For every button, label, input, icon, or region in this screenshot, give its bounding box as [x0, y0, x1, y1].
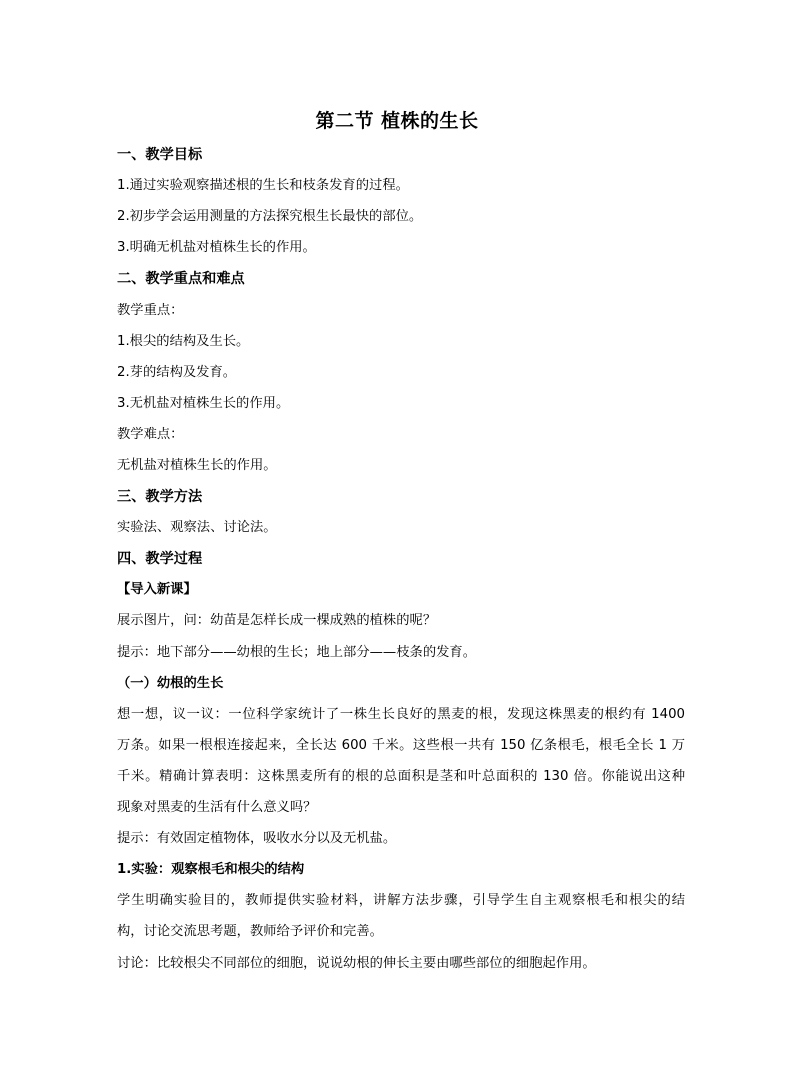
paragraph-line: 万条。如果一根根连接起来，全长达 600 千米。这些根一共有 150 亿条根毛，根毛全长 1 万	[117, 738, 685, 753]
paragraph-line: 构，讨论交流思考题，教师给予评价和完善。	[117, 924, 383, 939]
paragraph-line: 2.芽的结构及发育。	[117, 365, 237, 380]
paragraph-line: 提示：地下部分——幼根的生长；地上部分——枝条的发育。	[117, 645, 477, 660]
paragraph-line: 1.通过实验观察描述根的生长和枝条发育的过程。	[117, 178, 409, 193]
subsection-heading: 1.实验：观察根毛和根尖的结构	[117, 862, 305, 877]
paragraph-line: 3.无机盐对植株生长的作用。	[117, 396, 290, 411]
section-heading: 四、教学过程	[117, 551, 203, 567]
section-heading: 一、教学目标	[117, 147, 203, 163]
paragraph-line: 教学难点：	[117, 427, 184, 442]
section-heading: 三、教学方法	[117, 489, 203, 505]
paragraph-line: 学生明确实验目的，教师提供实验材料，讲解方法步骤，引导学生自主观察根毛和根尖的结	[117, 893, 685, 908]
section-heading: 二、教学重点和难点	[117, 271, 245, 287]
paragraph-line: 无机盐对植株生长的作用。	[117, 458, 277, 473]
paragraph-line: 展示图片，问：幼苗是怎样长成一棵成熟的植株的呢？	[117, 613, 437, 628]
paragraph-line: 3.明确无机盐对植株生长的作用。	[117, 240, 316, 255]
paragraph-line: 千米。精确计算表明：这株黑麦所有的根的总面积是茎和叶总面积的 130 倍。你能说出这种	[117, 769, 685, 784]
paragraph-line: 提示：有效固定植物体，吸收水分以及无机盐。	[117, 831, 397, 846]
document-title: 第二节 植株的生长	[315, 110, 479, 132]
paragraph-line: 2.初步学会运用测量的方法探究根生长最快的部位。	[117, 209, 423, 224]
paragraph-line: 想一想，议一议：一位科学家统计了一株生长良好的黑麦的根，发现这株黑麦的根约有 1400	[117, 707, 685, 722]
paragraph-line: 教学重点：	[117, 303, 184, 318]
paragraph-line: 现象对黑麦的生活有什么意义吗？	[117, 800, 317, 815]
paragraph-line: 实验法、观察法、讨论法。	[117, 520, 277, 535]
paragraph-line: 讨论：比较根尖不同部位的细胞，说说幼根的伸长主要由哪些部位的细胞起作用。	[117, 956, 596, 971]
subsection-heading: （一）幼根的生长	[117, 676, 224, 691]
subsection-heading: 【导入新课】	[117, 582, 197, 597]
paragraph-line: 1.根尖的结构及生长。	[117, 334, 250, 349]
